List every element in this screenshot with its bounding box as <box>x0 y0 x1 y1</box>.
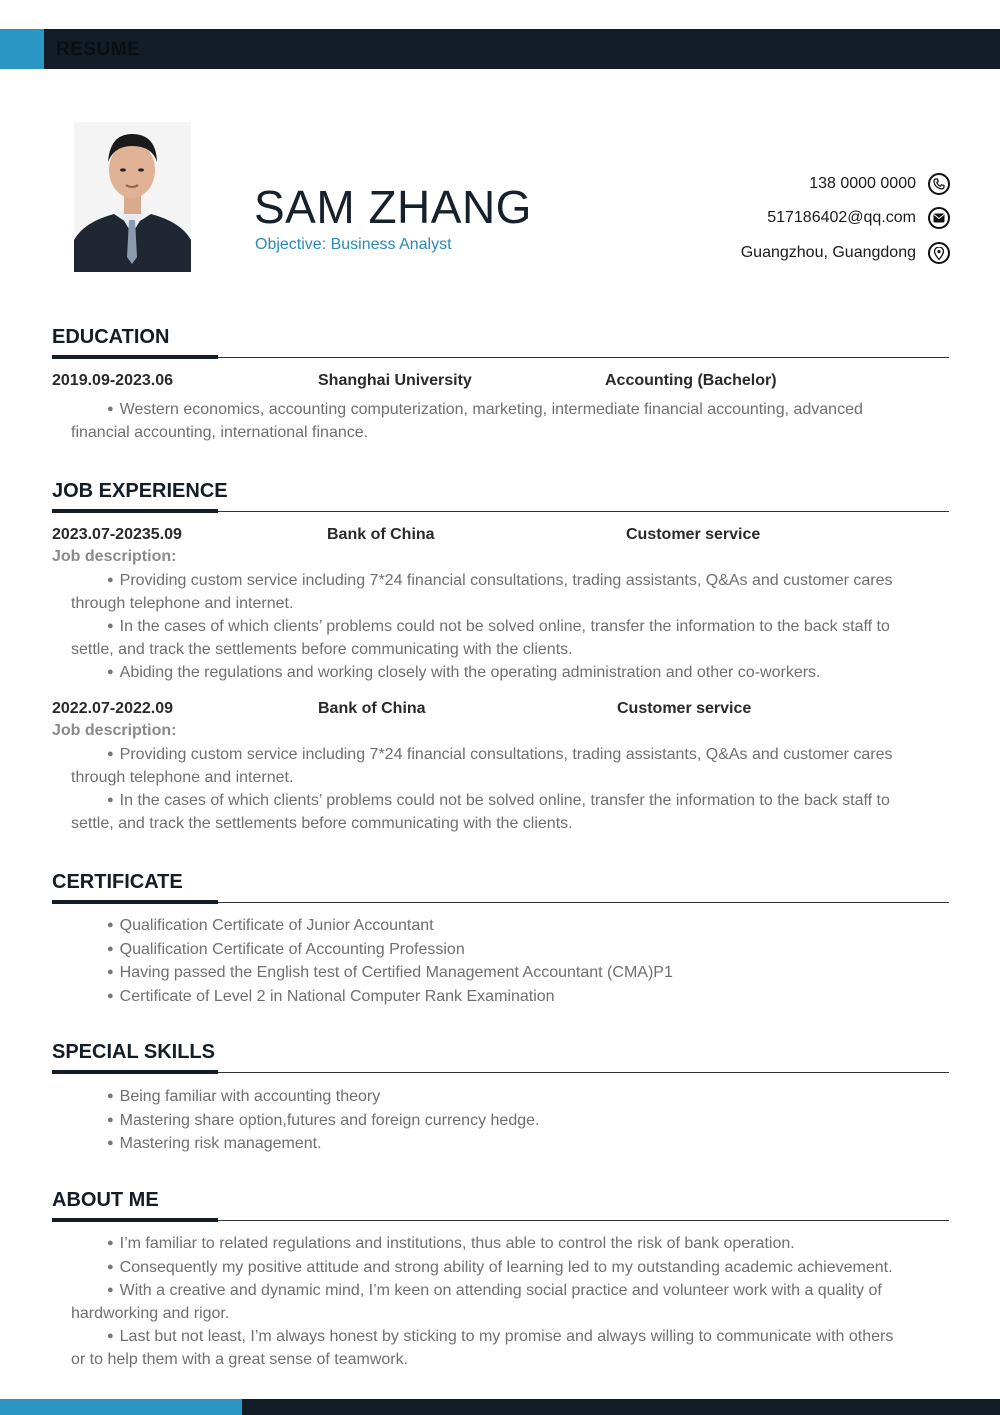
candidate-name: SAM ZHANG <box>254 181 532 233</box>
job-date: 2022.07-2022.09 <box>52 700 173 717</box>
skills-heading: SPECIAL SKILLS <box>52 1041 215 1063</box>
list-item: ● Certificate of Level 2 in National Computer Rank Examination <box>107 987 555 1005</box>
header-bar <box>0 29 1000 69</box>
education-school: Shanghai University <box>318 372 472 389</box>
section-divider-accent <box>52 1070 218 1074</box>
education-courses: ● Western economics, accounting computerization, marketing, intermediate financial accounting, advanced financial accounting, international finance. <box>71 401 863 441</box>
list-item: ● Mastering share option,futures and foreign currency hedge. <box>107 1111 540 1129</box>
job-description-label: Job description: <box>52 548 177 565</box>
mail-icon <box>928 207 950 229</box>
job-description: ● Providing custom service including 7*24 financial consultations, trading assistants, Q&As and customer cares through telephone and internet. ● In the cases of which clients’ problems could not be solved online, transfer the information to the back staff to settle, and track the settlements before communicating with the clients. ● Abiding the regulations and working closely with the operating administration and other co-workers. <box>71 572 893 681</box>
bullet: ● <box>107 403 114 415</box>
objective: Objective: Business Analyst <box>255 236 452 253</box>
contact-email <box>610 205 950 231</box>
location-text: Guangzhou, Guangdong <box>740 244 916 261</box>
education-heading: EDUCATION <box>52 326 170 348</box>
phone-text: 138 0000 0000 <box>809 175 916 192</box>
section-divider-accent <box>52 355 218 359</box>
certificate-list <box>107 914 673 1008</box>
about-text: ● I’m familiar to related regulations and institutions, thus able to control the risk of bank operation. ● Consequently my positive attitude and strong ability of learning led to my outstanding academic achievement. ● With a creative and dynamic mind, I’m keen on attending social practice and volunteer work with a quality of hardworking and rigor. ● Last but not least, I’m always honest by sticking to my promise and always willing to communicate with others or to help them with a great sense of teamwork. <box>71 1235 894 1368</box>
location-pin-icon <box>928 242 950 264</box>
contact-phone <box>610 171 950 197</box>
section-divider-accent <box>52 509 218 513</box>
list-item: ● Qualification Certificate of Junior Accountant <box>107 917 434 934</box>
education-date: 2019.09-2023.06 <box>52 372 173 389</box>
header-accent <box>0 29 44 69</box>
about-heading: ABOUT ME <box>52 1189 159 1211</box>
footer-bar <box>0 1399 1000 1415</box>
job-role: Customer service <box>617 700 752 717</box>
contact-location <box>610 240 950 266</box>
education-degree: Accounting (Bachelor) <box>605 372 777 389</box>
profile-photo <box>74 122 191 272</box>
phone-icon <box>928 173 950 195</box>
list-item: ● Qualification Certificate of Accounting Profession <box>107 940 465 958</box>
list-item: ● Being familiar with accounting theory <box>107 1088 381 1105</box>
certificate-heading: CERTIFICATE <box>52 871 183 893</box>
job-date: 2023.07-20235.09 <box>52 526 182 543</box>
job-company: Bank of China <box>318 700 426 717</box>
section-divider-accent <box>52 1218 218 1222</box>
job-company: Bank of China <box>327 526 435 543</box>
experience-heading: JOB EXPERIENCE <box>52 480 228 502</box>
job-description-label: Job description: <box>52 722 177 739</box>
skills-list <box>107 1085 539 1156</box>
list-item: ● Mastering risk management. <box>107 1135 322 1152</box>
job-description: ● Providing custom service including 7*24 financial consultations, trading assistants, Q&As and customer cares through telephone and internet. ● In the cases of which clients’ problems could not be solved online, transfer the information to the back staff to settle, and track the settlements before communicating with the clients. <box>71 746 893 832</box>
job-role: Customer service <box>626 526 761 543</box>
footer-accent <box>0 1399 242 1415</box>
email-text: 517186402@qq.com <box>767 209 916 226</box>
resume-title: RESUME <box>56 39 141 60</box>
section-divider-accent <box>52 900 218 904</box>
list-item: ● Having passed the English test of Certified Management Accountant (CMA)P1 <box>107 964 673 981</box>
